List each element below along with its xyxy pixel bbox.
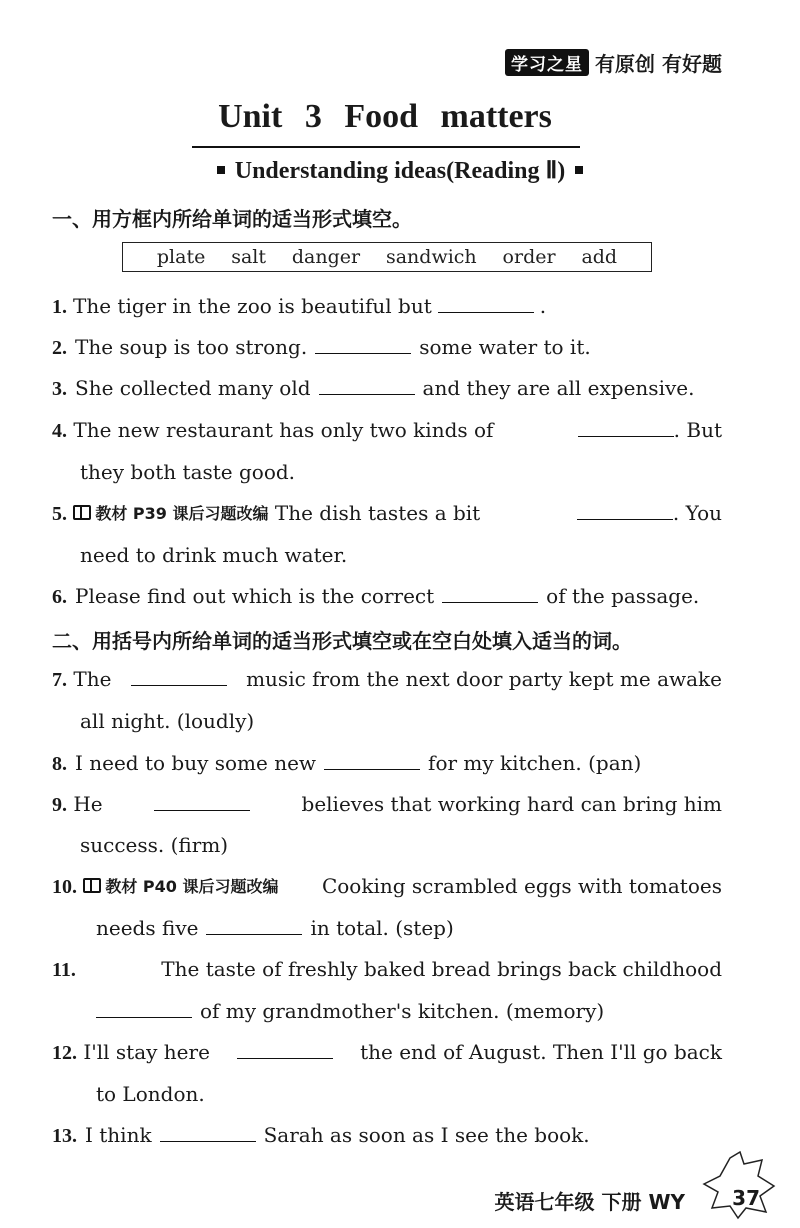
book-icon [83,878,101,893]
question-number: 11. [52,959,76,981]
question-text: need to drink much water. [80,543,348,567]
question-11-continued [96,999,604,1023]
question-7 [52,667,722,692]
question-number: 8. [52,753,67,775]
question-4-continued [80,460,295,484]
bullet-square-icon [217,166,225,174]
question-text: needs five [96,916,199,940]
question-9 [52,792,722,817]
question-text: The tiger in the zoo is beautiful but [73,294,432,318]
question-text: The soup is too strong. [75,335,308,359]
answer-blank[interactable] [131,684,227,686]
question-number: 3. [52,378,67,400]
question-text: The dish tastes a bit [274,501,481,525]
textbook-source-tag [83,874,278,897]
question-number: 4. [52,420,67,442]
question-1 [52,294,722,319]
question-text: . But [673,418,722,442]
question-text: in total. (step) [310,916,454,940]
question-text: music from the next door party kept me awake [246,667,722,691]
question-text: success. (firm) [80,833,229,857]
word-item: plate [156,246,206,268]
question-number: 7. [52,669,67,691]
answer-blank[interactable] [438,311,534,313]
word-item: danger [291,246,361,268]
question-8 [52,751,722,776]
question-text: believes that working hard can bring him [301,792,722,816]
question-text: I need to buy some new [75,751,317,775]
answer-blank[interactable] [96,1016,192,1018]
question-text: Sarah as soon as I see the book. [263,1123,590,1147]
question-text: of the passage. [546,584,700,608]
question-number: 13. [52,1125,77,1147]
question-11 [52,957,722,982]
source-text: 教材 P39 课后习题改编 [95,504,269,523]
question-text: She collected many old [75,376,311,400]
question-text: all night. (loudly) [80,709,255,733]
question-text: they both taste good. [80,460,296,484]
title-underline [192,146,580,148]
question-4 [52,418,722,443]
word-item: order [502,246,556,268]
question-text: the end of August. Then I'll go back [360,1040,722,1064]
question-7-continued [80,709,254,733]
answer-blank[interactable] [319,393,415,395]
answer-blank[interactable] [154,809,250,811]
question-12-continued [96,1082,205,1106]
page-number: 37 [732,1186,760,1210]
question-number: 1. [52,296,67,318]
question-6 [52,584,722,609]
textbook-source-tag [73,501,268,524]
answer-blank[interactable] [577,518,673,520]
book-info: 英语七年级 下册 WY [494,1190,685,1214]
question-text: Cooking scrambled eggs with tomatoes [321,874,722,898]
question-text: for my kitchen. (pan) [428,751,642,775]
section-one-heading: 一、用方框内所给单词的适当形式填空。 [52,207,412,231]
question-number: 9. [52,794,67,816]
answer-blank[interactable] [237,1057,333,1059]
question-text: of my grandmother's kitchen. (memory) [200,999,605,1023]
question-text: and they are all expensive. [422,376,695,400]
question-text: I think [85,1123,152,1147]
question-text: I'll stay here [83,1040,210,1064]
question-text: The new restaurant has only two kinds of [73,418,494,442]
question-5 [52,501,722,526]
word-item: salt [231,246,266,268]
brand-header [505,48,722,77]
brand-tagline: 有原创 有好题 [595,52,722,76]
subtitle-text: Understanding ideas(Reading Ⅱ) [234,158,566,184]
question-text: . [539,294,547,318]
question-13 [52,1123,722,1148]
answer-blank[interactable] [578,435,674,437]
question-10-continued [96,916,454,940]
word-item: sandwich [385,246,477,268]
question-text: The [73,667,112,691]
answer-blank[interactable] [206,933,302,935]
question-number: 10. [52,876,77,898]
question-2 [52,335,722,360]
question-text: Please find out which is the correct [75,584,435,608]
question-text: to London. [96,1082,205,1106]
word-box [122,242,652,272]
question-number: 5. [52,503,67,525]
answer-blank[interactable] [442,601,538,603]
question-9-continued [80,833,228,857]
question-number: 6. [52,586,67,608]
question-number: 2. [52,337,67,359]
answer-blank[interactable] [160,1140,256,1142]
question-3 [52,376,722,401]
book-icon [73,505,91,520]
word-item: add [581,246,618,268]
question-text: He [73,792,103,816]
question-5-continued [80,543,347,567]
lesson-subtitle [0,156,800,185]
question-text: The taste of freshly baked bread brings back childhood [161,957,722,981]
bullet-square-icon [575,166,583,174]
answer-blank[interactable] [324,768,420,770]
question-12 [52,1040,722,1065]
answer-blank[interactable] [315,352,411,354]
unit-title: Unit 3 Food matters [218,98,552,135]
question-10 [52,874,722,899]
section-two-heading: 二、用括号内所给单词的适当形式填空或在空白处填入适当的词。 [52,629,632,653]
source-text: 教材 P40 课后习题改编 [105,877,279,896]
question-number: 12. [52,1042,77,1064]
brand-logo: 学习之星 [505,49,589,76]
question-text: . You [672,501,722,525]
question-text: some water to it. [419,335,591,359]
